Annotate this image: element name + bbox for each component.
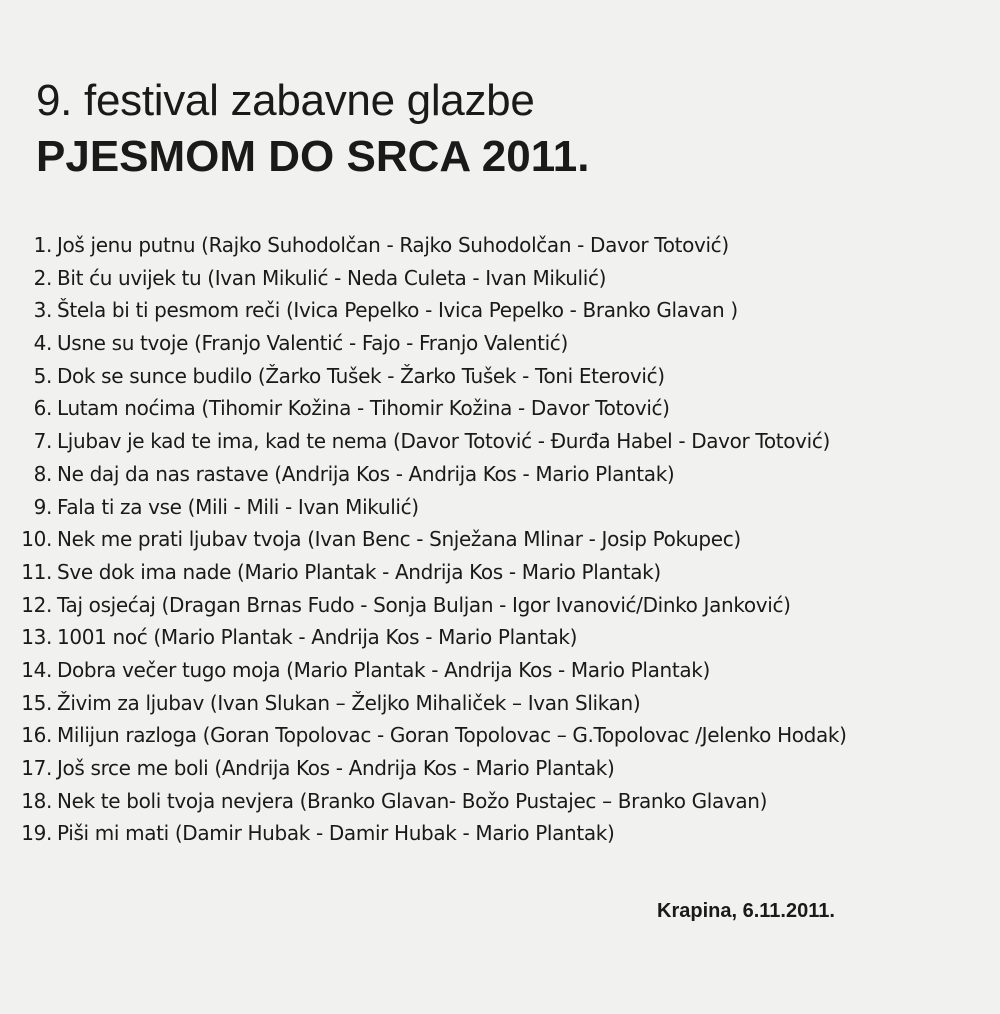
song-number: 6. (33, 396, 52, 421)
song-title-credits: Bit ću uvijek tu (Ivan Mikulić - Neda Culeta - Ivan Mikulić) (57, 265, 607, 290)
song-item (18, 360, 993, 393)
song-title-credits: Taj osjećaj (Dragan Brnas Fudo - Sonja Buljan - Igor Ivanović/Dinko Janković) (57, 592, 791, 617)
song-item (18, 785, 993, 818)
song-title-credits: Ne daj da nas rastave (Andrija Kos - Andrija Kos - Mario Plantak) (57, 461, 675, 486)
song-number: 4. (33, 331, 52, 356)
festival-subtitle: 9. festival zabavne glazbe (36, 76, 535, 125)
song-item (18, 294, 993, 327)
song-item (18, 327, 993, 360)
song-title-credits: Štela bi ti pesmom reči (Ivica Pepelko - Ivica Pepelko - Branko Glavan ) (57, 298, 738, 323)
song-number: 18. (21, 788, 52, 813)
song-item (18, 621, 993, 654)
song-item (18, 589, 993, 622)
song-number: 3. (33, 298, 52, 323)
song-title-credits: Dok se sunce budilo (Žarko Tušek - Žarko Tušek - Toni Eterović) (57, 363, 665, 388)
song-item (18, 523, 993, 556)
festival-title: PJESMOM DO SRCA 2011. (36, 132, 590, 181)
song-item (18, 752, 993, 785)
song-item (18, 817, 993, 850)
song-title-credits: Usne su tvoje (Franjo Valentić - Fajo - Franjo Valentić) (57, 331, 568, 356)
song-title-credits: Piši mi mati (Damir Hubak - Damir Hubak - Mario Plantak) (57, 821, 615, 846)
song-number: 7. (33, 429, 52, 454)
song-item (18, 654, 993, 687)
song-title-credits: Dobra večer tugo moja (Mario Plantak - Andrija Kos - Mario Plantak) (57, 657, 710, 682)
song-number: 12. (21, 592, 52, 617)
place-date: Krapina, 6.11.2011. (657, 900, 835, 922)
song-title-credits: Ljubav je kad te ima, kad te nema (Davor Totović - Đurđa Habel - Davor Totović) (57, 429, 830, 454)
song-number: 11. (21, 559, 52, 584)
song-number: 1. (33, 233, 52, 257)
song-list (18, 229, 993, 850)
song-title-credits: Sve dok ima nade (Mario Plantak - Andrija Kos - Mario Plantak) (57, 559, 661, 584)
song-title-credits: Živim za ljubav (Ivan Slukan – Željko Mihaliček – Ivan Slikan) (57, 690, 641, 715)
song-title-credits: Još jenu putnu (Rajko Suhodolčan - Rajko Suhodolčan - Davor Totović) (57, 233, 729, 257)
song-number: 13. (21, 625, 52, 650)
song-number: 8. (33, 461, 52, 486)
song-number: 2. (33, 265, 52, 290)
song-title-credits: Nek me prati ljubav tvoja (Ivan Benc - Snježana Mlinar - Josip Pokupec) (57, 527, 741, 552)
song-number: 5. (33, 363, 52, 388)
song-item (18, 262, 993, 295)
song-item (18, 392, 993, 425)
song-title-credits: Milijun razloga (Goran Topolovac - Goran Topolovac – G.Topolovac /Jelenko Hodak) (57, 723, 847, 748)
song-item (18, 556, 993, 589)
song-item (18, 425, 993, 458)
song-title-credits: Lutam noćima (Tihomir Kožina - Tihomir Kožina - Davor Totović) (57, 396, 670, 421)
song-number: 14. (21, 657, 52, 682)
song-number: 19. (21, 821, 52, 846)
song-item (18, 229, 993, 262)
song-number: 15. (21, 690, 52, 715)
song-number: 10. (21, 527, 52, 552)
song-title-credits: Nek te boli tvoja nevjera (Branko Glavan- Božo Pustajec – Branko Glavan) (57, 788, 768, 813)
song-item (18, 687, 993, 720)
song-title-credits: Još srce me boli (Andrija Kos - Andrija Kos - Mario Plantak) (57, 756, 615, 780)
song-title-credits: 1001 noć (Mario Plantak - Andrija Kos - Mario Plantak) (57, 625, 578, 650)
song-item (18, 719, 993, 752)
song-number: 16. (21, 723, 52, 748)
song-title-credits: Fala ti za vse (Mili - Mili - Ivan Mikulić) (57, 494, 419, 519)
song-number: 9. (33, 494, 52, 519)
song-item (18, 458, 993, 491)
song-number: 17. (21, 756, 52, 780)
song-item (18, 491, 993, 524)
